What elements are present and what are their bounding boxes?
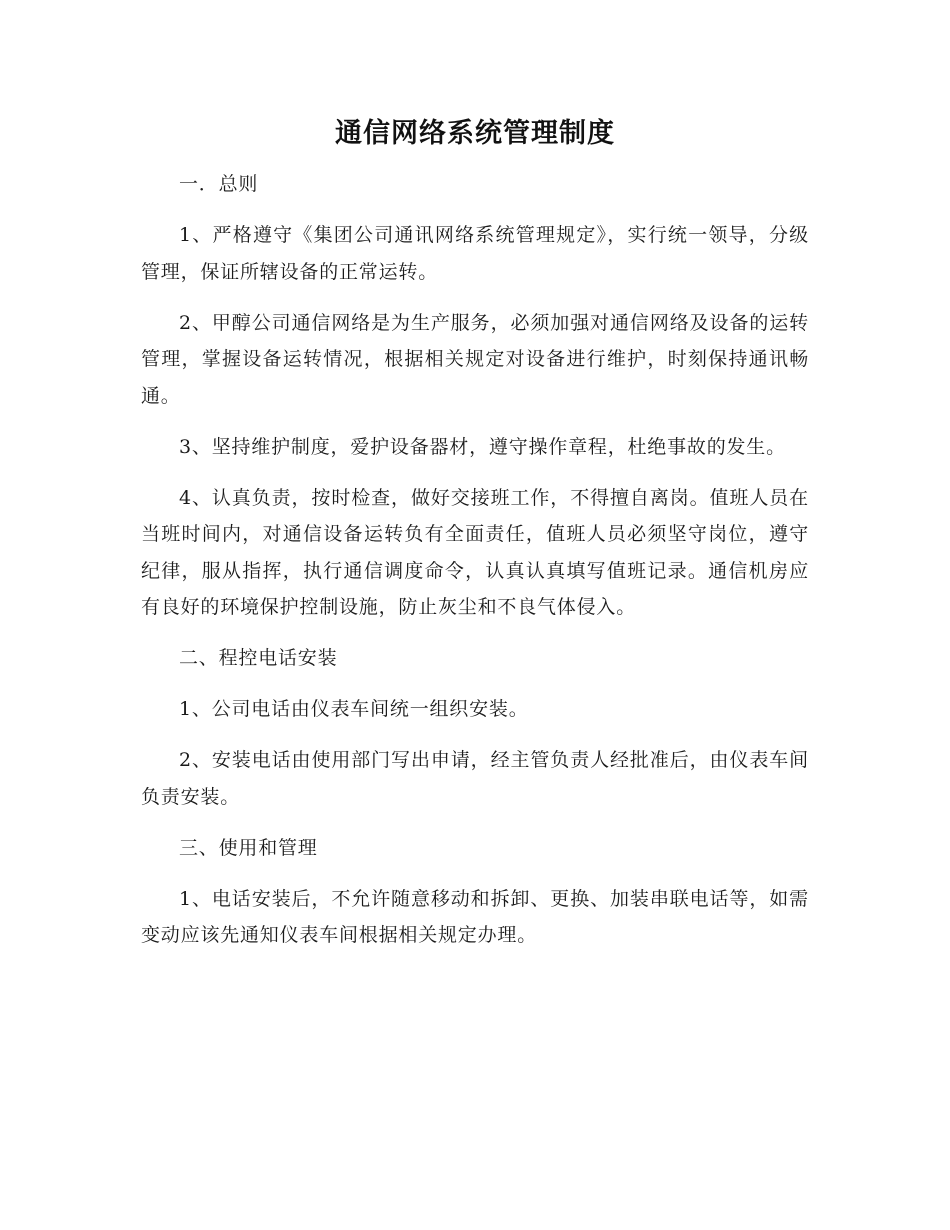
section-heading: 二、程控电话安装 (179, 647, 338, 669)
paragraph: 4、认真负责，按时检查，做好交接班工作，不得擅自离岗。值班人员在当班时间内，对通信设备运转负有全面责任，值班人员必须坚守岗位，遵守纪律，服从指挥，执行通信调度命令，认真认真填写值班记录。通信机房应有良好的环境保护控制设施，防止灰尘和不良气体侵入。 (141, 486, 809, 618)
paragraph: 1、公司电话由仪表车间统一组织安装。 (179, 698, 529, 720)
section-heading: 一．总则 (179, 173, 259, 195)
document-title: 通信网络系统管理制度 (335, 118, 615, 149)
paragraph: 2、甲醇公司通信网络是为生产服务，必须加强对通信网络及设备的运转管理，掌握设备运转情况，根据相关规定对设备进行维护，时刻保持通讯畅通。 (141, 311, 809, 407)
paragraph: 2、安装电话由使用部门写出申请，经主管负责人经批准后，由仪表车间负责安装。 (141, 749, 809, 808)
paragraph: 1、电话安装后，不允许随意移动和拆卸、更换、加装串联电话等，如需变动应该先通知仪表车间根据相关规定办理。 (141, 887, 809, 946)
section-heading: 三、使用和管理 (179, 836, 318, 859)
document-body (141, 166, 809, 968)
paragraph: 3、坚持维护制度，爱护设备器材，遵守操作章程，杜绝事故的发生。 (179, 435, 786, 458)
paragraph: 1、严格遵守《集团公司通讯网络系统管理规定》，实行统一领导，分级管理，保证所辖设备的正常运转。 (141, 224, 809, 283)
